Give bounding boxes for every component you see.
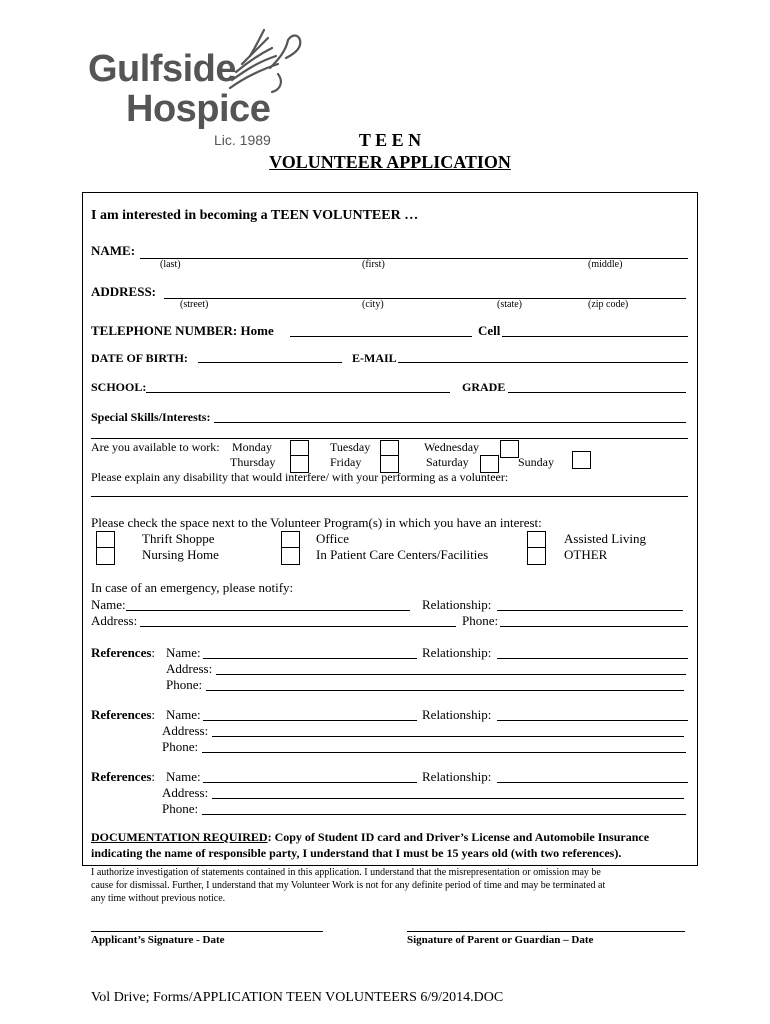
- logo: [88, 28, 308, 148]
- references-1-label: References: [91, 645, 152, 660]
- ref3-relationship-label: Relationship:: [422, 769, 492, 784]
- ref2-name-field[interactable]: [203, 720, 417, 721]
- ref2-address-field[interactable]: [212, 736, 684, 737]
- applicant-signature-label: Applicant’s Signature - Date: [91, 934, 225, 946]
- emergency-phone-field[interactable]: [500, 626, 688, 627]
- logo-license: Lic. 1989: [214, 132, 271, 148]
- program-in-patient-care: In Patient Care Centers/Facilities: [316, 547, 489, 562]
- documentation-line1: [91, 830, 649, 845]
- emergency-name-label: Name:: [91, 597, 126, 612]
- sunday-checkbox[interactable]: [572, 451, 591, 469]
- ref1-relationship-label: Relationship:: [422, 645, 492, 660]
- disability-field[interactable]: [91, 496, 688, 497]
- intro-text: I am interested in becoming a TEEN VOLUNTEER …: [91, 208, 419, 223]
- day-thursday: Thursday: [230, 455, 276, 469]
- emergency-address-field[interactable]: [140, 626, 456, 627]
- address-zip-hint: (zip code): [588, 299, 629, 310]
- name-first-hint: (first): [362, 259, 385, 270]
- day-wednesday: Wednesday: [424, 440, 480, 454]
- documentation-line2: indicating the name of responsible party, I understand that I must be 15 years old (with two references).: [91, 846, 622, 860]
- references-2: References:: [91, 707, 156, 722]
- name-label: NAME:: [91, 243, 136, 258]
- applicant-signature-field[interactable]: [91, 931, 323, 932]
- documentation-text1: : Copy of Student ID card and Driver’s License and Automobile Insurance: [267, 830, 650, 844]
- ref2-address-label: Address:: [162, 723, 209, 738]
- cell-phone-field[interactable]: [502, 336, 688, 337]
- program-other: OTHER: [564, 547, 608, 562]
- address-street-hint: (street): [180, 299, 209, 310]
- nursing-home-checkbox[interactable]: [96, 547, 115, 565]
- email-field[interactable]: [398, 362, 688, 363]
- ref3-address-label: Address:: [162, 785, 209, 800]
- ref1-relationship-field[interactable]: [497, 658, 688, 659]
- bird-icon: [220, 28, 306, 98]
- program-nursing-home: Nursing Home: [142, 547, 219, 562]
- ref3-phone-label: Phone:: [162, 801, 199, 816]
- address-city-hint: (city): [362, 299, 384, 310]
- cell-label: Cell: [478, 323, 501, 338]
- references-3-label: References: [91, 769, 152, 784]
- references-1: References:: [91, 645, 156, 660]
- telephone-label: TELEPHONE NUMBER: Home: [91, 323, 274, 338]
- programs-label: Please check the space next to the Volunteer Program(s) in which you have an interest:: [91, 515, 542, 530]
- day-monday: Monday: [232, 440, 272, 454]
- ref3-name-field[interactable]: [203, 782, 417, 783]
- ref3-address-field[interactable]: [212, 798, 684, 799]
- references-3: References:: [91, 769, 156, 784]
- logo-line2: Hospice: [126, 88, 271, 130]
- title-teen: T E E N: [358, 130, 422, 150]
- emergency-relationship-label: Relationship:: [422, 597, 492, 612]
- emergency-name-field[interactable]: [126, 610, 410, 611]
- school-label: SCHOOL:: [91, 380, 147, 394]
- ref1-address-field[interactable]: [216, 674, 686, 675]
- program-office: Office: [316, 531, 349, 546]
- home-phone-field[interactable]: [290, 336, 472, 337]
- authorize-line1: I authorize investigation of statements contained in this application. I understand that the misrepresentation or omission may be: [91, 867, 601, 878]
- wednesday-checkbox[interactable]: [500, 440, 519, 458]
- ref1-address-label: Address:: [166, 661, 213, 676]
- availability-label: Are you available to work:: [91, 440, 220, 454]
- address-state-hint: (state): [497, 299, 522, 310]
- authorize-line2: cause for dismissal. Further, I understand that my Volunteer Work is not for any definite period of time and may be terminated at: [91, 880, 606, 891]
- name-middle-hint: (middle): [588, 259, 623, 270]
- day-tuesday: Tuesday: [330, 440, 371, 454]
- references-2-label: References: [91, 707, 152, 722]
- ref3-name-label: Name:: [166, 769, 201, 784]
- grade-label: GRADE: [462, 380, 506, 394]
- parent-signature-label: Signature of Parent or Guardian – Date: [407, 934, 594, 946]
- program-assisted-living: Assisted Living: [564, 531, 646, 546]
- program-thrift-shoppe: Thrift Shoppe: [142, 531, 215, 546]
- ref1-phone-label: Phone:: [166, 677, 203, 692]
- skills-field-line2[interactable]: [91, 438, 688, 439]
- email-label: E-MAIL: [352, 351, 397, 365]
- ref2-relationship-field[interactable]: [497, 720, 688, 721]
- grade-field[interactable]: [508, 392, 686, 393]
- in-patient-care-checkbox[interactable]: [281, 547, 300, 565]
- ref1-name-field[interactable]: [203, 658, 417, 659]
- ref3-relationship-field[interactable]: [497, 782, 688, 783]
- ref1-phone-field[interactable]: [206, 690, 684, 691]
- day-sunday: Sunday: [518, 455, 554, 469]
- ref1-name-label: Name:: [166, 645, 201, 660]
- ref2-relationship-label: Relationship:: [422, 707, 492, 722]
- skills-field[interactable]: [214, 422, 686, 423]
- day-friday: Friday: [330, 455, 362, 469]
- page-title: VOLUNTEER APPLICATION: [269, 152, 511, 172]
- emergency-address-label: Address:: [91, 613, 138, 628]
- ref2-phone-label: Phone:: [162, 739, 199, 754]
- dob-field[interactable]: [198, 362, 342, 363]
- ref2-phone-field[interactable]: [202, 752, 686, 753]
- emergency-phone-label: Phone:: [462, 613, 499, 628]
- documentation-heading: DOCUMENTATION REQUIRED: [91, 830, 268, 844]
- ref3-phone-field[interactable]: [202, 814, 686, 815]
- disability-label: Please explain any disability that would interfere/ with your performing as a volunteer:: [91, 470, 509, 484]
- school-field[interactable]: [146, 392, 450, 393]
- day-saturday: Saturday: [426, 455, 469, 469]
- dob-label: DATE OF BIRTH:: [91, 351, 188, 365]
- name-last-hint: (last): [160, 259, 181, 270]
- emergency-label: In case of an emergency, please notify:: [91, 580, 294, 595]
- authorize-line3: any time without previous notice.: [91, 893, 226, 904]
- address-label: ADDRESS:: [91, 284, 157, 299]
- other-checkbox[interactable]: [527, 547, 546, 565]
- parent-signature-field[interactable]: [407, 931, 685, 932]
- footer-text: Vol Drive; Forms/APPLICATION TEEN VOLUNTEERS 6/9/2014.DOC: [91, 990, 504, 1005]
- ref2-name-label: Name:: [166, 707, 201, 722]
- emergency-relationship-field[interactable]: [497, 610, 683, 611]
- logo-line1: Gulfside: [88, 48, 237, 90]
- skills-label: Special Skills/Interests:: [91, 410, 211, 424]
